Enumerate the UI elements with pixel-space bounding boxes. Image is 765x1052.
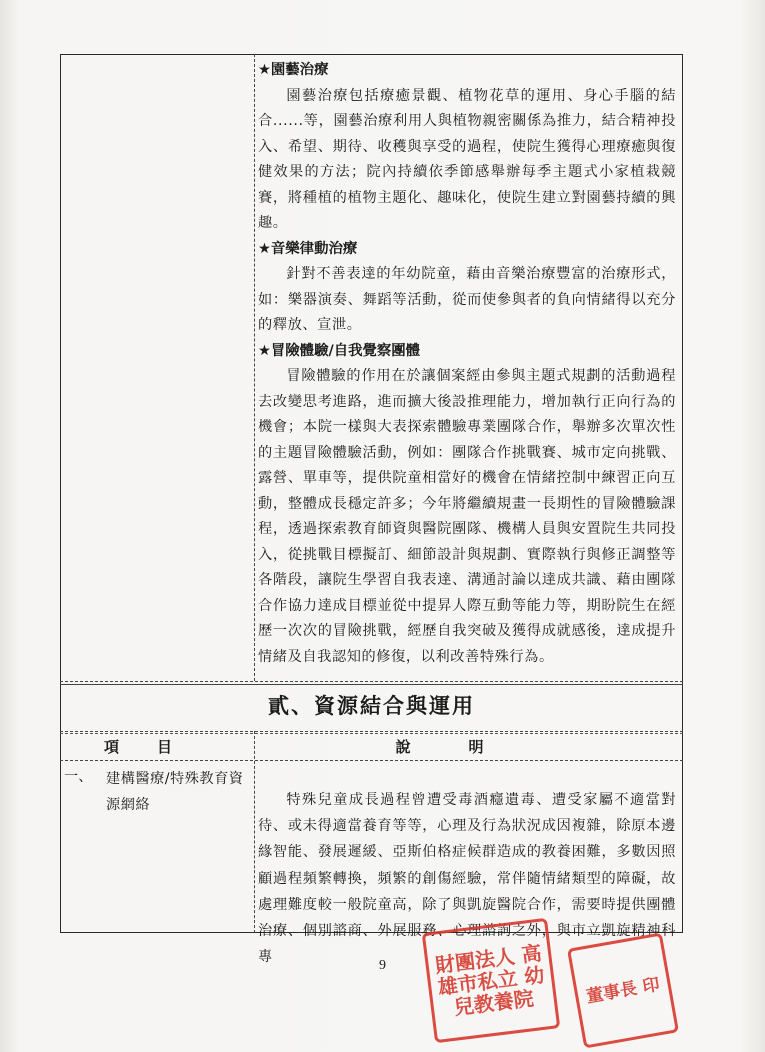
- row-number: 一、: [64, 769, 93, 785]
- page-number: 9: [379, 958, 386, 973]
- horticulture-heading: ★園藝治療: [258, 62, 329, 78]
- row-divider: [60, 760, 683, 761]
- adventure-text: 冒險體驗的作用在於讓個案經由參與主題式規劃的活動過程去改變思考進路，進而擴大後設推理能力，增加執行正向行為的機會；本院一樣與大表探索體驗專業團隊合作，舉辦多次單次性的主題冒險體驗活動，例如：團隊合作挑戰賽、城市定向挑戰、露營、單車等，提供院童相當好的機會在情緒控制中練習正向互動，整體成長穩定許多；今年將繼續規畫一長期性的冒險體驗課程，透過探索教育師資與醫院團隊、機構人員與安置院生共同投入，從挑戰目標擬訂、細節設計與規劃、實際執行與修正調整等各階段，讓院生學習自我表達、溝通討論以達成共識、藉由團隊合作協力達成目標並從中提昇人際互動等能力等，期盼院生在經歷一次次的冒險挑戰，經歷自我突破及獲得成就感後，達成提升情緒及自我認知的修復，以利改善特殊行為。: [258, 368, 676, 665]
- row-divider: [60, 733, 683, 734]
- adventure-heading: ★冒險體驗/自我覺察團體: [258, 342, 421, 359]
- organization-seal: 財團法人 高雄市私立 幼兒教養院: [422, 918, 561, 1044]
- row-description-text: 特殊兒童成長過程曾遭受毒酒癮遺毒、遭受家屬不適當對待、或未得適當養育等等，心理及行為狀況成因複雜，除原本邊緣智能、發展遲緩、亞斯伯格症候群造成的教養困難，多數因照顧過程頻繁轉換，頻繁的創傷經驗，常伴隨情緒類型的障礙，故處理難度較一般院童高，除了與凱旋醫院合作，需要時提供團體治療、個別諮商、外展服務、心理諮詢之外，與市立凱旋精神科專: [258, 792, 676, 966]
- row-divider: [60, 681, 683, 682]
- music-text: 針對不善表達的年幼院童，藉由音樂治療豐富的治療形式，如：樂器演奏、舞蹈等活動，從而使參與者的負向情緒得以充分的釋放、宣泄。: [258, 266, 676, 333]
- chairman-seal: 董事長 印: [567, 932, 679, 1048]
- column-divider: [254, 54, 255, 681]
- column-header-description: 說明: [395, 738, 542, 756]
- row-divider: [60, 731, 683, 732]
- section-title: 貳、資源結合與運用: [268, 694, 475, 718]
- horticulture-text: 園藝治療包括療癒景觀、植物花草的運用、身心手腦的結合......等，園藝治療利用人與植物親密關係為推力，結合精神投入、希望、期待、收穫與享受的過程，使院生獲得心理療癒與復健效果的方法；院內持續依季節感舉辦每季主題式小家植栽競賽，將種植的植物主題化、趣味化，使院生建立對園藝持續的興趣。: [258, 87, 676, 231]
- column-header-item: 項目: [103, 738, 210, 756]
- row-title: 建構醫療/特殊教育資源網絡: [106, 771, 244, 813]
- row-divider: [60, 684, 683, 685]
- column-divider-lower: [254, 731, 255, 933]
- music-heading: ★音樂律動治療: [258, 240, 358, 257]
- therapy-description: [258, 58, 676, 670]
